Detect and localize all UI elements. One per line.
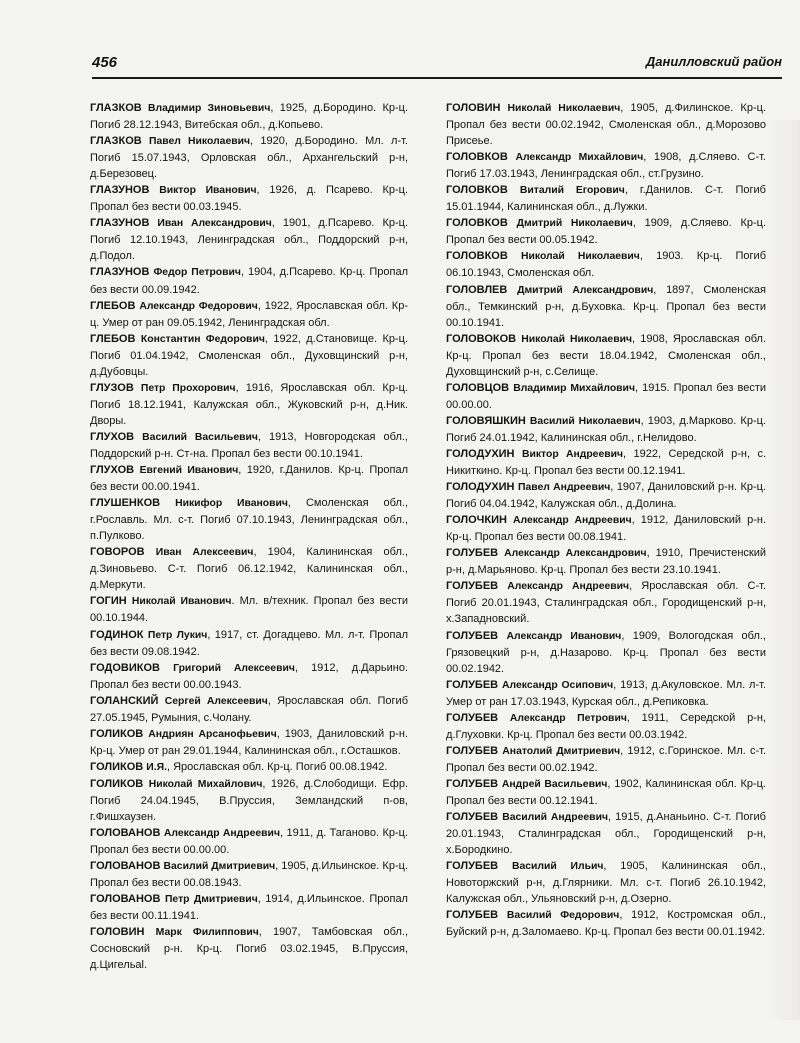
entry-surname: ГОЛОВОКОВ [446,332,517,345]
entry-given-name: Виталий Егорович [519,185,625,197]
entry-given-name: Дмитрий Александрович [517,284,654,296]
entry-given-name: Андриян Арсанофьевич [148,728,277,740]
right-column [446,100,766,940]
entry-surname: ГОЛИКОВ [90,777,144,790]
entry-surname: ГЛУХОВ [90,464,135,477]
entry-surname: ГОДОВИКОВ [90,661,160,674]
entry-details: , 1905, Калининская обл., Новоторжский р-н, д.Глярники. Мл. с-т. Погиб 26.10.1942, Калужская обл., Ульяновский р-н, д.Озерно. [446,860,766,906]
entry-given-name: Петр Прохорович [140,382,236,394]
memorial-entry [90,593,408,626]
entry-given-name: Николай Николаевич [521,333,633,345]
entry-given-name: Николай Иванович [131,596,232,608]
memorial-entry [446,282,766,331]
entry-details: , 1915. Пропал без вести 00.00.00. [446,381,767,411]
entry-given-name: Василий Ильич [511,861,604,873]
entry-surname: ГОЛОВИН [446,102,501,114]
entry-given-name: Александр Осипович [502,679,614,691]
page-header [92,54,782,76]
entry-given-name: Виктор Андреевич [521,448,624,460]
entry-details: , Смоленская обл., г.Рославль. Мл. с-т. Погиб 07.10.1943, Ленинградская обл., п.Пулково. [90,497,408,543]
memorial-entry [446,100,766,149]
running-title: Данилловский район [645,54,782,69]
entry-details: , 1905, д.Филинское. Кр-ц. Пропал без вести 00.02.1942, Смоленская обл., д.Морозово Присеье. [446,102,766,148]
entry-surname: ГОЛОВКОВ [446,217,508,230]
memorial-entry [446,215,766,248]
entry-details: , 1903, д.Марково. Кр-ц. Погиб 24.01.1942, Калининская обл., г.Нелидово. [446,414,766,444]
memorial-entry [90,429,408,462]
entry-given-name: Дмитрий Николаевич [516,218,633,230]
entry-surname: ГЛАЗУНОВ [90,266,150,279]
memorial-entry [90,215,408,264]
entry-details: , 1903, Даниловский р-н. Кр-ц. Умер от ран 29.01.1944, Калининская обл., г.Осташков. [90,727,408,757]
entry-given-name: Павел Николаевич [149,136,251,148]
entry-given-name: Никифор Иванович [175,498,288,510]
entry-given-name: Виктор Иванович [159,185,257,197]
entry-surname: ГОЛОВКОВ [446,184,508,197]
entry-surname: ГЛАЗУНОВ [90,184,150,197]
memorial-entry [90,331,408,380]
entry-details: , 1915, д.Ананьино. С-т. Погиб 20.01.1943, Сталинградская обл., Городищенский р-н, х.Бородкино. [446,811,766,857]
memorial-entry [90,924,408,973]
entry-given-name: Александр Петрович [509,712,627,724]
entry-details: , 1916, Ярославская обл. Кр-ц. Погиб 18.12.1941, Калужская обл., Жуковский р-н, д.Ник. Дворы. [90,381,408,427]
entry-given-name: Александр Андреевич [512,515,632,527]
memorial-entry [446,446,766,479]
entry-details: , 1907, Тамбовская обл., Сосновский р-н. Кр-ц. Погиб 03.02.1945, В.Пруссия, д.Цигельаl. [90,926,408,972]
memorial-entry [90,462,408,495]
memorial-entry [90,298,408,331]
entry-given-name: Василий Дмитриевич [163,861,276,873]
entry-details: , 1913, д.Акуловское. Мл. л-т. Умер от ран 17.03.1943, Курская обл., д.Репиковка. [446,678,767,708]
entry-surname: ГОЛОВИН [90,926,145,939]
entry-surname: ГЛАЗКОВ [90,102,142,114]
entry-details: , 1920, д.Бородино. Мл. л-т. Погиб 15.07.1943, Орловская обл., Архангельский р-н, д.Березовец. [90,135,408,181]
memorial-entry [90,544,408,593]
entry-given-name: Николай Михайлович [148,778,263,790]
entry-details: , 1903. Кр-ц. Погиб 06.10.1943, Смоленская обл. [446,250,766,280]
entry-details: , 1904, д.Псарево. Кр-ц. Пропал без вести 00.09.1942. [90,266,408,296]
entry-given-name: Александр Иванович [506,630,622,642]
entry-surname: ГОДИНОК [90,628,144,641]
memorial-entry [446,776,766,809]
entry-given-name: Василий Васильевич [142,431,258,443]
entry-surname: ГОЛОВАНОВ [90,860,161,873]
entry-given-name: Марк Филиппович [155,927,259,939]
entry-given-name: Евгений Иванович [139,465,239,477]
memorial-entry [446,149,766,182]
memorial-entry [446,512,766,545]
entry-details: , 1911, д. Тагановo. Кр-ц. Пропал без вести 00.00.00. [90,827,409,857]
entry-details: , 1910, Пречистенский р-н, д.Марьяново. Кр-ц. Пропал без вести 23.10.1941. [446,547,767,577]
memorial-entry [90,495,408,544]
entry-surname: ГОЛУБЕВ [446,678,499,691]
memorial-entry [90,693,408,726]
entry-surname: ГОЛОДУХИН [446,447,515,460]
entry-details: , 1920, г.Данилов. Кр-ц. Пропал без вести 00.00.1941. [90,464,409,494]
entry-details: , Ярославская обл. Кр-ц. Погиб 00.08.1942. [167,760,388,773]
entry-given-name: Василий Андреевич [502,812,608,824]
entry-given-name: Николай Николаевич [521,251,640,263]
entry-given-name: Александр Александрович [504,548,647,560]
entry-details: , 1912, Даниловский р-н. Кр-ц. Пропал без вести 00.08.1941. [446,514,767,544]
entry-given-name: Иван Александрович [157,218,272,230]
entry-given-name: И.Я. [146,761,167,773]
entry-surname: ГОВОРОВ [90,546,145,559]
entry-surname: ГОГИН [90,595,127,608]
entry-given-name: Владимир Зиновьевич [148,103,271,114]
memorial-entry [90,133,408,182]
memorial-entry [446,809,766,858]
memorial-entry [446,182,766,215]
entry-details: , 1922, Ярославская обл. Кр-ц. Умер от ран 09.05.1942, Ленинградская обл. [90,299,408,329]
entry-given-name: Василий Николаевич [529,415,641,427]
entry-surname: ГЛУЗОВ [90,381,134,394]
entry-details: , 1897, Смоленская обл., Темкинский р-н, д.Буховка. Кр-ц. Пропал без вести 00.10.1941. [446,283,766,329]
entry-details: , 1905, д.Ильинское. Кр-ц. Пропал без вести 00.08.1943. [90,860,408,890]
memorial-entry [446,331,766,380]
entry-surname: ГОЛОВКОВ [446,250,508,263]
memorial-entry [446,743,766,776]
page-number: 456 [92,54,118,71]
entry-details: , г.Данилов. С-т. Погиб 15.01.1944, Калининская обл., д.Лужки. [446,184,766,214]
entry-details: , 1922, Середской р-н, с. Никиткино. Кр-ц. Пропал без вести 00.12.1941. [446,447,766,478]
entry-details: , 1912, Костромская обл., Буйский р-н, д.Заломаево. Кр-ц. Пропал без вести 00.01.1942. [446,909,766,939]
memorial-entry [446,858,766,907]
memorial-entry [446,677,766,710]
memorial-entry [446,710,766,743]
entry-surname: ГОЛУБЕВ [446,744,499,757]
memorial-entry [90,825,408,858]
entry-surname: ГЛАЗКОВ [90,135,142,148]
entry-surname: ГЛУХОВ [90,430,135,443]
entry-surname: ГОЛУБЕВ [446,711,499,724]
memorial-entry [446,479,766,512]
entry-given-name: Александр Андреевич [163,828,280,840]
entry-given-name: Константин Федорович [140,333,265,345]
entry-details: , Ярославская обл. С-т. Погиб 20.01.1943, Сталинградская обл., Городищенский р-н, х.Западновский. [446,580,767,626]
entry-surname: ГОЛОВЛЕВ [446,283,508,296]
entry-surname: ГОЛОЧКИН [446,514,507,527]
entry-surname: ГОЛИКОВ [90,727,144,740]
entry-details: , 1907, Даниловский р-н. Кр-ц. Погиб 04.04.1942, Калужская обл., д.Долина. [446,481,766,511]
entry-surname: ГОЛОДУХИН [446,481,515,494]
entry-surname: ГОЛУБЕВ [446,777,499,790]
entry-details: . Мл. в/техник. Пропал без вести 00.10.1944. [90,595,409,625]
entry-details: , 1922, д.Становище. Кр-ц. Погиб 01.04.1942, Смоленская обл., Духовщинский р-н, д.Дубовцы. [90,332,409,378]
memorial-entry [90,100,408,133]
entry-given-name: Александр Андреевич [507,581,630,593]
entry-surname: ГОЛОВЦОВ [446,381,510,394]
entry-details: , 1926, д. Псарево. Кр-ц. Пропал без вести 00.03.1945. [90,184,408,214]
entry-surname: ГОЛУБЕВ [446,811,499,824]
entry-surname: ГЛАЗУНОВ [90,217,150,230]
memorial-entry [446,413,766,446]
entry-surname: ГОЛУБЕВ [446,860,499,873]
memorial-entry [90,759,408,776]
entry-details: , 1913, Новгородская обл., Поддорский р-н. Ст-на. Пропал без вести 00.10.1941. [90,430,408,460]
entry-surname: ГЛУШЕНКОВ [90,497,161,510]
entry-surname: ГОЛАНСКИЙ [90,694,159,707]
entry-given-name: Петр Лукич [147,629,208,641]
entry-details: , 1904, Калининская обл., д.Зиновьево. С-т. Погиб 06.12.1942, Калининская обл., д.Меркути. [90,546,408,592]
entry-given-name: Андрей Васильевич [501,778,608,790]
page-edge-shading [766,120,800,1020]
memorial-entry [90,182,408,215]
entry-details: , 1914, д.Ильинское. Пропал без вести 00.11.1941. [90,893,408,923]
entry-surname: ГОЛУБЕВ [446,629,499,642]
entry-given-name: Иван Алексеевич [155,547,254,559]
memorial-entry [90,264,408,297]
entry-surname: ГОЛОВКОВ [446,151,508,164]
entry-given-name: Федор Петрович [153,267,241,279]
entry-surname: ГЛЕБОВ [90,332,136,345]
entry-given-name: Сергей Алексеевич [164,695,268,707]
entry-details: , 1901, д.Псарево. Кр-ц. Погиб 12.10.1943, Ленинградская обл., Поддорский р-н, д.Подол. [90,217,408,263]
entry-given-name: Николай Николаевич [507,103,621,114]
memorial-entry [446,380,766,413]
memorial-entry [446,907,766,940]
entry-surname: ГОЛУБЕВ [446,580,499,593]
entry-details: , 1926, д.Слободищи. Ефр. Погиб 24.04.1945, В.Пруссия, Земландский п-ов, г.Фишхаузен. [90,777,408,824]
entry-details: , 1911, Середской р-н, д.Глуховки. Кр-ц. Пропал без вести 00.03.1942. [446,711,766,741]
memorial-entry [90,380,408,429]
memorial-entry [446,578,766,627]
entry-details: , 1909, д.Сляево. Кр-ц. Пропал без вести 00.05.1942. [446,217,766,247]
entry-details: , 1912, д.Дарьино. Пропал без вести 00.00.1943. [90,661,408,691]
entry-surname: ГОЛУБЕВ [446,909,499,922]
memorial-entry [90,776,408,825]
memorial-entry [90,660,408,693]
entry-surname: ГЛЕБОВ [90,299,136,312]
entry-details: , 1908, д.Сляево. С-т. Погиб 17.03.1943, Ленинградская обл., ст.Грузино. [446,151,766,181]
entry-given-name: Анатолий Дмитриевич [502,745,621,757]
header-rule [92,77,782,79]
entry-details: , 1909, Вологодская обл., Грязовецкий р-н, д.Назарово. Кр-ц. Пропал без вести 00.02.1942. [446,629,766,675]
entry-surname: ГОЛУБЕВ [446,547,499,560]
entry-given-name: Павел Андреевич [518,482,611,494]
memorial-entry [90,891,408,924]
entry-details: , 1917, ст. Догадцево. Мл. л-т. Пропал без вести 09.08.1942. [90,628,408,658]
entry-details: , 1925, д.Бородино. Кр-ц. Погиб 28.12.1943, Витебская обл., д.Копьево. [90,102,409,132]
entry-given-name: Александр Михайлович [515,152,644,164]
entry-given-name: Петр Дмитриевич [164,894,258,906]
entry-given-name: Владимир Михайлович [513,382,635,394]
entry-surname: ГОЛОВЯШКИН [446,414,526,427]
entry-given-name: Василий Федорович [506,910,620,922]
memorial-entry [90,627,408,660]
memorial-entry [446,248,766,281]
memorial-entry [90,726,408,759]
left-column [90,100,408,973]
entry-given-name: Григорий Алексеевич [173,662,295,674]
entry-surname: ГОЛИКОВ [90,760,144,773]
memorial-entry [446,545,766,578]
entry-details: , 1902, Калининская обл. Кр-ц. Пропал без вести 00.12.1941. [446,777,766,807]
entry-surname: ГОЛОВАНОВ [90,827,161,840]
entry-details: , Ярославская обл. Погиб 27.05.1945, Румыния, с.Чолану. [90,694,409,724]
memorial-entry [446,628,766,677]
entry-details: , 1912, с.Горинское. Мл. с-т. Пропал без вести 00.02.1942. [446,744,767,774]
entry-given-name: Александр Федорович [139,300,258,312]
memorial-entry [90,858,408,891]
entry-details: , 1908, Ярославская обл. Кр-ц. Пропал без вести 18.04.1942, Смоленская обл., Духовщинский р-н, с.Селище. [446,332,766,378]
entry-surname: ГОЛОВАНОВ [90,893,161,906]
